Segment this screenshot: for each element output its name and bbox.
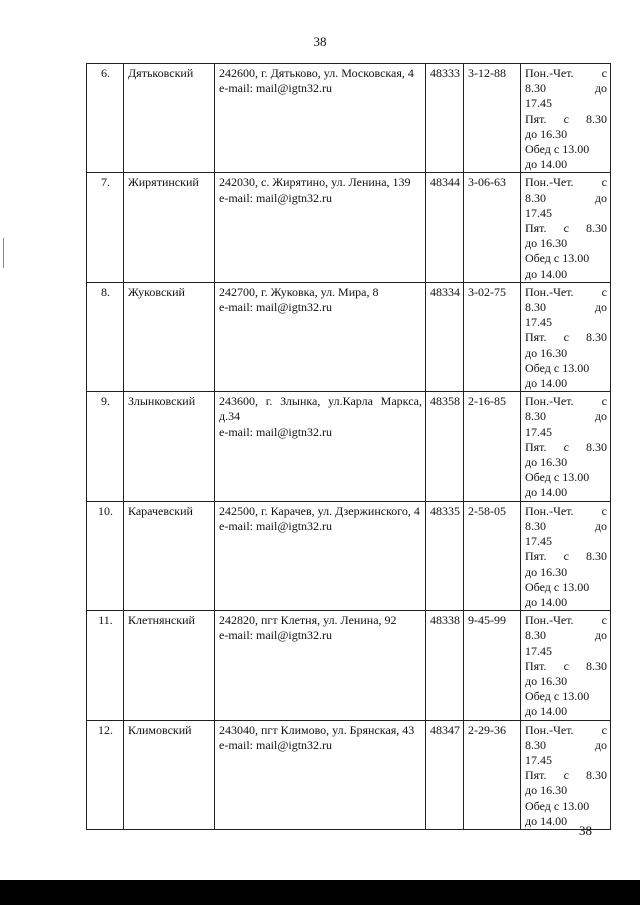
lunch-end: до 14.00 [525,485,568,500]
hours-friday-start: 8.30 [585,549,607,564]
phone-number: 3-02-75 [464,282,521,391]
hours-from: с [601,722,607,737]
phone-number: 2-58-05 [464,501,521,610]
address-cell [215,611,426,720]
hours-end: 17.45 [525,205,552,220]
working-hours [521,720,611,829]
row-number: 10. [87,501,124,610]
hours-start: 8.30 [525,518,546,533]
address-cell [215,173,426,282]
hours-from: с [601,394,607,409]
lunch-start: Обед с 13.00 [525,360,590,375]
scan-artifact-line [3,238,4,268]
hours-from: с [601,66,607,80]
hours-friday: Пят. [525,221,547,236]
hours-friday-end: до 16.30 [525,236,568,251]
working-hours [521,173,611,282]
row-number: 12. [87,720,124,829]
hours-friday-end: до 16.30 [525,455,568,470]
lunch-end: до 14.00 [525,594,568,609]
hours-friday: Пят. [525,330,547,345]
working-hours [521,64,611,173]
hours-start: 8.30 [525,628,546,643]
email-text: e-mail: mail@igtn32.ru [219,190,333,205]
hours-days: Пон.-Чет. [525,284,574,299]
district-name: Жуковский [124,282,215,391]
address-text: 242600, г. Дятьково, ул. Московская, 4 [219,66,414,80]
lunch-start: Обед с 13.00 [525,470,590,485]
hours-friday-from: с [563,768,569,783]
working-hours [521,501,611,610]
hours-start: 8.30 [525,190,546,205]
phone-code: 48338 [426,611,464,720]
hours-to: до [594,409,607,424]
scan-bottom-band [0,880,640,905]
phone-code: 48358 [426,392,464,501]
district-name: Жирятинский [124,173,215,282]
email-text: e-mail: mail@igtn32.ru [219,300,333,315]
phone-code: 48335 [426,501,464,610]
lunch-end: до 14.00 [525,376,568,391]
hours-days: Пон.-Чет. [525,394,574,409]
hours-friday-end: до 16.30 [525,126,568,141]
table-row [87,392,611,501]
phone-number: 3-06-63 [464,173,521,282]
hours-to: до [594,190,607,205]
lunch-end: до 14.00 [525,157,568,172]
email-text: e-mail: mail@igtn32.ru [219,628,333,643]
email-text: e-mail: mail@igtn32.ru [219,81,333,96]
hours-end: 17.45 [525,96,552,111]
hours-friday-from: с [563,658,569,673]
table-row [87,611,611,720]
working-hours [521,282,611,391]
phone-code: 48333 [426,64,464,173]
lunch-end: до 14.00 [525,813,568,828]
page-number-bottom: 38 [579,823,592,838]
hours-to: до [594,628,607,643]
hours-friday-start: 8.30 [585,768,607,783]
table-row [87,64,611,173]
hours-to: до [594,518,607,533]
address-text: 243600, г. Злынка, ул.Карла Маркса, д.34 [219,394,422,424]
address-cell [215,392,426,501]
hours-friday: Пят. [525,768,547,783]
hours-friday: Пят. [525,111,547,126]
district-name: Злынковский [124,392,215,501]
hours-friday-start: 8.30 [585,439,607,454]
district-name: Климовский [124,720,215,829]
hours-days: Пон.-Чет. [525,722,574,737]
phone-number: 2-29-36 [464,720,521,829]
address-text: 242500, г. Карачев, ул. Дзержинского, 4 [219,503,420,518]
address-cell [215,64,426,173]
hours-end: 17.45 [525,752,552,767]
hours-to: до [594,81,607,96]
hours-friday-start: 8.30 [585,221,607,236]
district-name: Карачевский [124,501,215,610]
table-row [87,720,611,829]
address-cell [215,282,426,391]
hours-days: Пон.-Чет. [525,613,574,628]
hours-to: до [594,300,607,315]
lunch-start: Обед с 13.00 [525,251,590,266]
lunch-start: Обед с 13.00 [525,579,590,594]
hours-days: Пон.-Чет. [525,175,574,190]
address-cell [215,501,426,610]
address-text: 242030, с. Жирятино, ул. Ленина, 139 [219,175,411,190]
hours-friday-from: с [563,221,569,236]
phone-number: 3-12-88 [464,64,521,173]
row-number: 7. [87,173,124,282]
row-number: 11. [87,611,124,720]
district-name: Дятьковский [124,64,215,173]
hours-end: 17.45 [525,315,552,330]
hours-from: с [601,284,607,299]
table-body [87,64,611,830]
hours-start: 8.30 [525,81,546,96]
email-text: e-mail: mail@igtn32.ru [219,737,333,752]
hours-friday-end: до 16.30 [525,564,568,579]
hours-friday: Пят. [525,658,547,673]
address-cell [215,720,426,829]
hours-friday-from: с [563,330,569,345]
row-number: 8. [87,282,124,391]
working-hours [521,392,611,501]
lunch-end: до 14.00 [525,704,568,719]
address-text: 242820, пгт Клетня, ул. Ленина, 92 [219,613,397,628]
hours-days: Пон.-Чет. [525,503,574,518]
hours-days: Пон.-Чет. [525,66,574,80]
hours-friday-start: 8.30 [585,330,607,345]
hours-from: с [601,175,607,190]
lunch-end: до 14.00 [525,266,568,281]
page-number-top: 38 [313,34,327,49]
hours-end: 17.45 [525,643,552,658]
hours-friday-from: с [563,549,569,564]
hours-friday-end: до 16.30 [525,345,568,360]
lunch-start: Обед с 13.00 [525,142,590,157]
hours-from: с [601,503,607,518]
hours-friday-start: 8.30 [585,111,607,126]
table-row [87,501,611,610]
table-row [87,282,611,391]
address-text: 243040, пгт Климово, ул. Брянская, 43 [219,722,415,737]
hours-friday-from: с [563,439,569,454]
hours-friday-from: с [563,111,569,126]
hours-friday-end: до 16.30 [525,673,568,688]
hours-to: до [594,737,607,752]
lunch-start: Обед с 13.00 [525,689,590,704]
hours-end: 17.45 [525,424,552,439]
district-offices-table [86,63,611,830]
hours-friday: Пят. [525,549,547,564]
email-text: e-mail: mail@igtn32.ru [219,518,333,533]
email-text: e-mail: mail@igtn32.ru [219,424,333,439]
hours-friday-start: 8.30 [585,658,607,673]
hours-from: с [601,613,607,628]
hours-friday-end: до 16.30 [525,783,568,798]
row-number: 9. [87,392,124,501]
hours-end: 17.45 [525,534,552,549]
phone-code: 48347 [426,720,464,829]
lunch-start: Обед с 13.00 [525,798,590,813]
table-row [87,173,611,282]
phone-number: 2-16-85 [464,392,521,501]
phone-number: 9-45-99 [464,611,521,720]
hours-start: 8.30 [525,409,546,424]
address-text: 242700, г. Жуковка, ул. Мира, 8 [219,284,379,299]
working-hours [521,611,611,720]
row-number: 6. [87,64,124,173]
hours-start: 8.30 [525,300,546,315]
hours-friday: Пят. [525,439,547,454]
phone-code: 48334 [426,282,464,391]
hours-start: 8.30 [525,737,546,752]
district-name: Клетнянский [124,611,215,720]
phone-code: 48344 [426,173,464,282]
